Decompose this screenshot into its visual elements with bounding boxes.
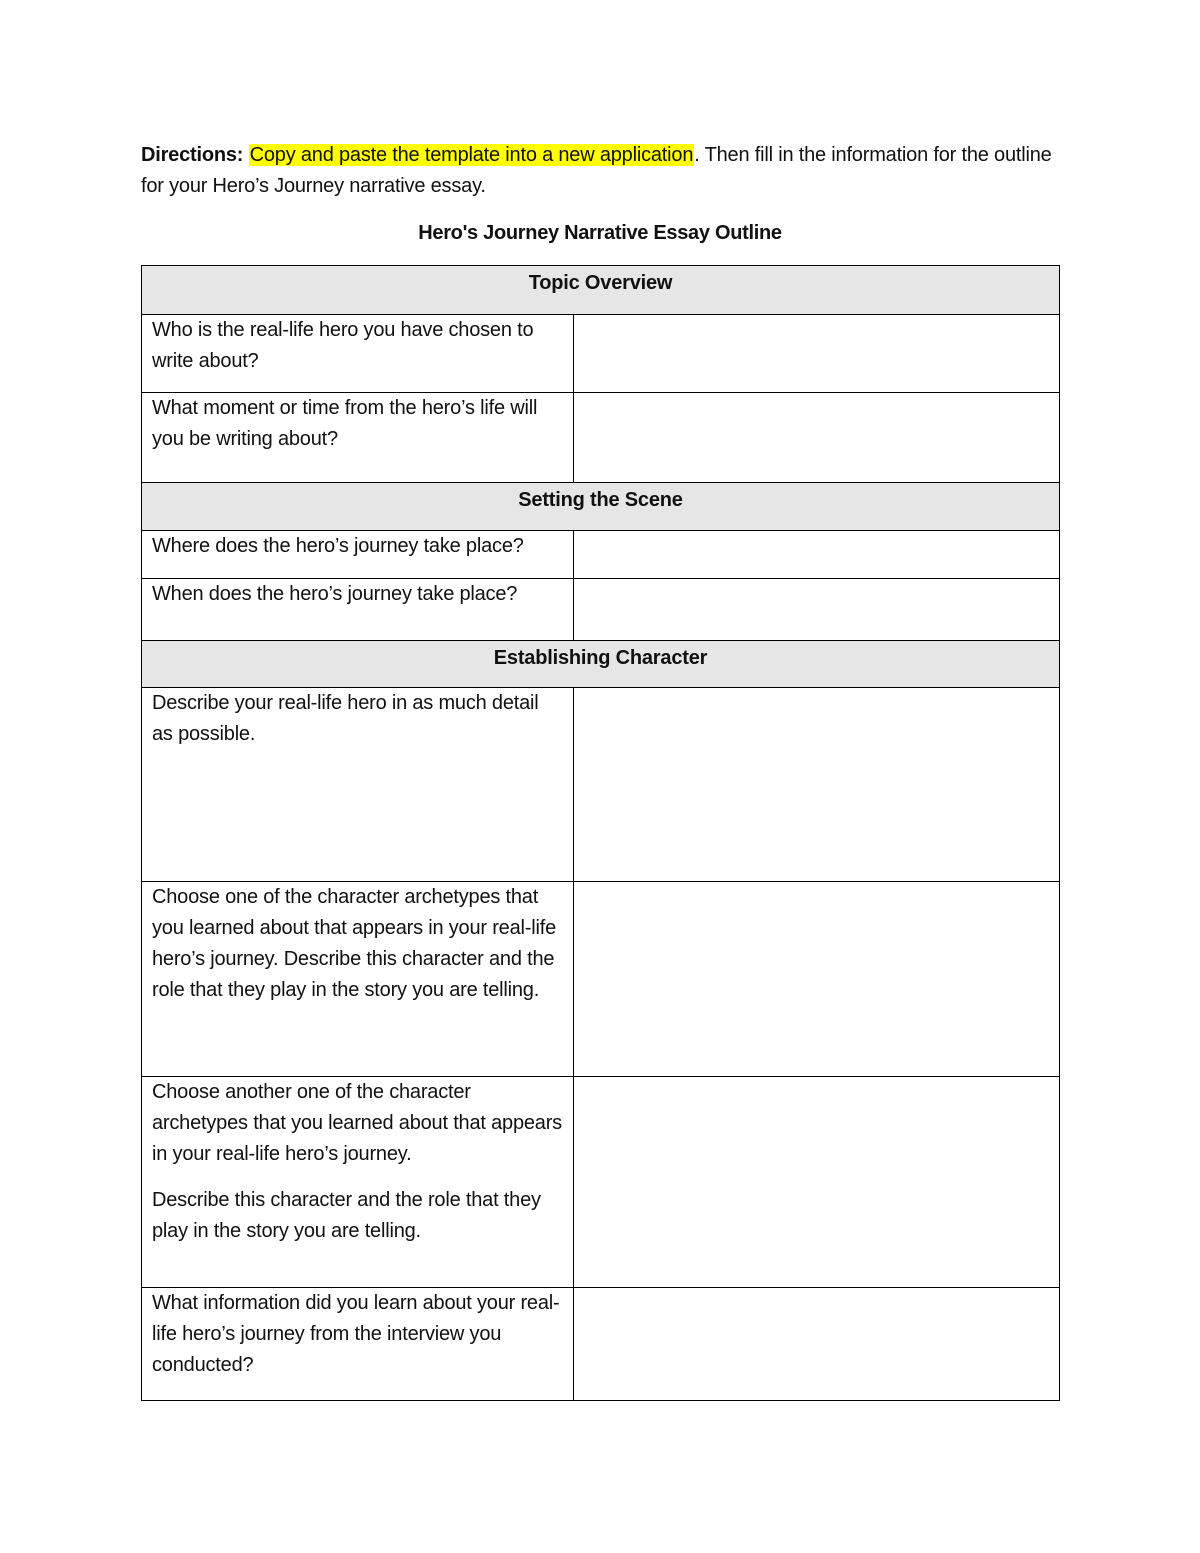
question-cell: [142, 1077, 574, 1288]
question-row: [142, 315, 1060, 393]
question-cell: [142, 531, 574, 579]
question-row: [142, 579, 1060, 641]
question-row: [142, 393, 1060, 483]
answer-cell[interactable]: [574, 579, 1060, 641]
question-row: [142, 1077, 1060, 1288]
directions-highlighted-text: Copy and paste the template into a new application: [249, 144, 694, 166]
question-cell: [142, 1288, 574, 1401]
question-text: Describe your real-life hero in as much detail as possible.: [152, 692, 539, 745]
question-text: Choose one of the character archetypes that you learned about that appears in your real-life hero’s journey. Describe this character and the role that they play in the story you are telling.: [152, 886, 556, 1001]
answer-cell[interactable]: [574, 393, 1060, 483]
answer-cell[interactable]: [574, 315, 1060, 393]
question-text: When does the hero’s journey take place?: [152, 583, 518, 605]
question-cell: [142, 315, 574, 393]
document-title: Hero's Journey Narrative Essay Outline: [418, 222, 782, 244]
question-row: [142, 882, 1060, 1077]
question-text: Where does the hero’s journey take place?: [152, 535, 524, 557]
answer-cell[interactable]: [574, 1077, 1060, 1288]
answer-cell[interactable]: [574, 531, 1060, 579]
directions-paragraph: [141, 140, 1061, 202]
question-cell: [142, 393, 574, 483]
question-row: [142, 531, 1060, 579]
section-heading: Topic Overview: [142, 266, 1060, 315]
answer-cell[interactable]: [574, 882, 1060, 1077]
question-cell: [142, 579, 574, 641]
question-text: Describe this character and the role that they play in the story you are telling.: [152, 1189, 541, 1242]
section-header-row: [142, 266, 1060, 315]
directions-label: Directions:: [141, 144, 244, 166]
directions-text: . Then fill in the information for the outline for your Hero’s Journey narrative essay.: [141, 144, 1052, 197]
question-text: Who is the real-life hero you have chosen to write about?: [152, 319, 534, 372]
question-cell: [142, 882, 574, 1077]
question-cell: [142, 688, 574, 882]
answer-cell[interactable]: [574, 688, 1060, 882]
question-text: What moment or time from the hero’s life will you be writing about?: [152, 397, 538, 450]
section-header-row: [142, 641, 1060, 688]
section-header-row: [142, 483, 1060, 531]
section-heading: Setting the Scene: [142, 483, 1060, 531]
section-heading: Establishing Character: [142, 641, 1060, 688]
outline-table: [141, 265, 1060, 1401]
question-text: What information did you learn about your real-life hero’s journey from the interview you conducted?: [152, 1292, 560, 1376]
answer-cell[interactable]: [574, 1288, 1060, 1401]
question-text: Choose another one of the character archetypes that you learned about that appears in your real-life hero’s journey.: [152, 1081, 562, 1165]
question-row: [142, 1288, 1060, 1401]
question-row: [142, 688, 1060, 882]
